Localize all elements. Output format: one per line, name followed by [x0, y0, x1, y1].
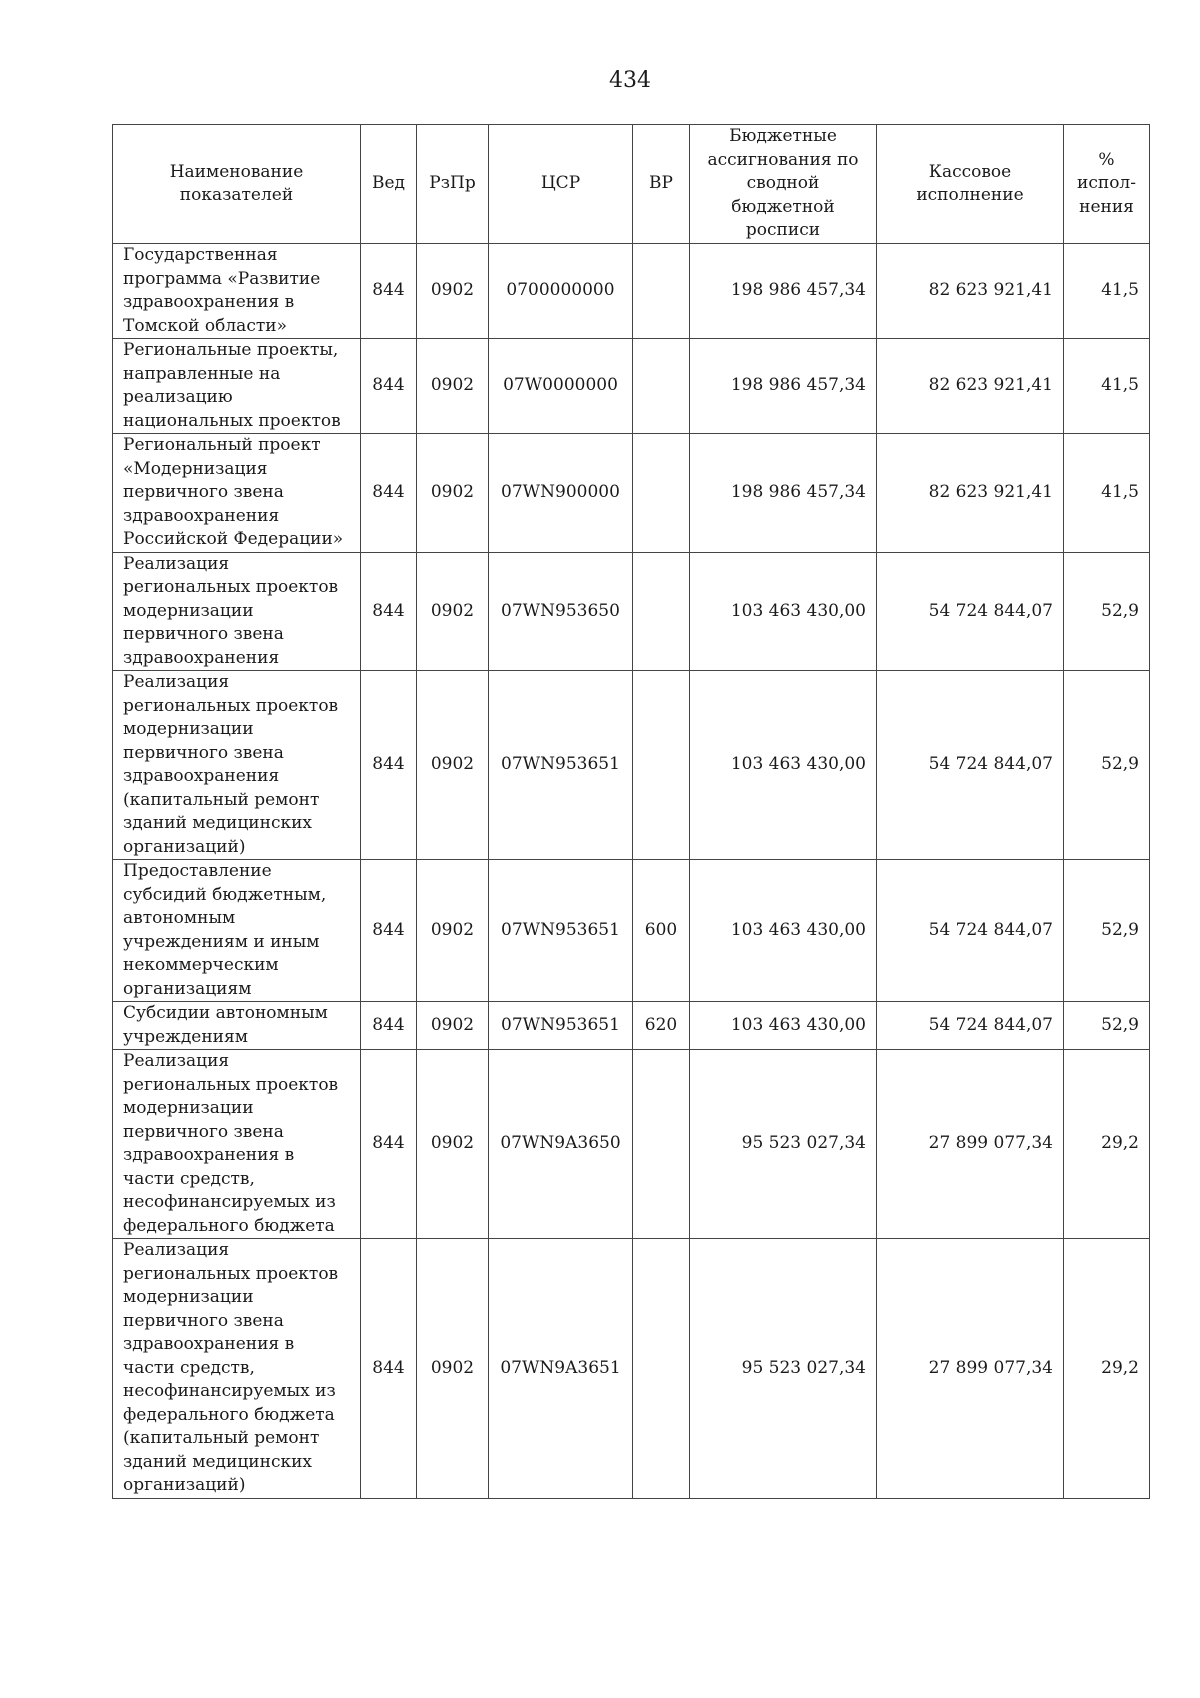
row-vr	[633, 552, 690, 671]
table-row	[113, 552, 1150, 671]
row-assignments: 95 523 027,34	[690, 1239, 877, 1499]
row-cash-execution: 82 623 921,41	[877, 434, 1064, 553]
row-csr: 07WN900000	[489, 434, 633, 553]
row-assignments: 198 986 457,34	[690, 339, 877, 434]
row-percent: 52,9	[1064, 1002, 1150, 1050]
row-name: Субсидии автономным учреждениям	[113, 1002, 361, 1050]
row-rzpr: 0902	[417, 1239, 489, 1499]
row-cash-execution: 27 899 077,34	[877, 1050, 1064, 1239]
row-vr	[633, 1239, 690, 1499]
row-assignments: 103 463 430,00	[690, 860, 877, 1002]
header-percent-execution: % испол-нения	[1064, 125, 1150, 244]
row-percent: 41,5	[1064, 244, 1150, 339]
row-assignments: 103 463 430,00	[690, 552, 877, 671]
row-name: Региональные проекты, направленные на реализацию национальных проектов	[113, 339, 361, 434]
row-assignments: 103 463 430,00	[690, 671, 877, 860]
row-csr: 07WN953650	[489, 552, 633, 671]
table-header-row	[113, 125, 1150, 244]
table-row	[113, 339, 1150, 434]
row-csr: 07WN9A3651	[489, 1239, 633, 1499]
row-percent: 52,9	[1064, 860, 1150, 1002]
row-ved: 844	[361, 339, 417, 434]
table-row	[113, 244, 1150, 339]
row-cash-execution: 54 724 844,07	[877, 1002, 1064, 1050]
row-csr: 0700000000	[489, 244, 633, 339]
header-cash-execution: Кассовое исполнение	[877, 125, 1064, 244]
row-vr	[633, 671, 690, 860]
budget-execution-table	[112, 124, 1150, 1499]
row-csr: 07WN9A3650	[489, 1050, 633, 1239]
row-assignments: 198 986 457,34	[690, 244, 877, 339]
row-vr	[633, 434, 690, 553]
row-csr: 07W0000000	[489, 339, 633, 434]
row-name: Предоставление субсидий бюджетным, автономным учреждениям и иным некоммерческим организациям	[113, 860, 361, 1002]
table-row	[113, 1002, 1150, 1050]
row-cash-execution: 54 724 844,07	[877, 860, 1064, 1002]
row-rzpr: 0902	[417, 552, 489, 671]
table-row	[113, 434, 1150, 553]
row-vr	[633, 244, 690, 339]
row-rzpr: 0902	[417, 339, 489, 434]
row-percent: 29,2	[1064, 1239, 1150, 1499]
row-ved: 844	[361, 552, 417, 671]
row-percent: 52,9	[1064, 671, 1150, 860]
row-cash-execution: 54 724 844,07	[877, 552, 1064, 671]
table-row	[113, 1050, 1150, 1239]
row-ved: 844	[361, 434, 417, 553]
row-csr: 07WN953651	[489, 860, 633, 1002]
row-name: Государственная программа «Развитие здравоохранения в Томской области»	[113, 244, 361, 339]
row-name: Реализация региональных проектов модернизации первичного звена здравоохранения (капитальный ремонт зданий медицинских организаций)	[113, 671, 361, 860]
row-vr: 620	[633, 1002, 690, 1050]
row-rzpr: 0902	[417, 244, 489, 339]
header-assignments: Бюджетные ассигнования по сводной бюджетной росписи	[690, 125, 877, 244]
header-vr: ВР	[633, 125, 690, 244]
row-rzpr: 0902	[417, 1002, 489, 1050]
row-rzpr: 0902	[417, 1050, 489, 1239]
row-vr	[633, 1050, 690, 1239]
row-name: Реализация региональных проектов модернизации первичного звена здравоохранения в части средств, несофинансируемых из федерального бюджета	[113, 1050, 361, 1239]
row-ved: 844	[361, 1002, 417, 1050]
row-percent: 41,5	[1064, 339, 1150, 434]
row-ved: 844	[361, 671, 417, 860]
row-name: Региональный проект «Модернизация первичного звена здравоохранения Российской Федерации»	[113, 434, 361, 553]
row-ved: 844	[361, 244, 417, 339]
header-rzpr: РзПр	[417, 125, 489, 244]
row-csr: 07WN953651	[489, 1002, 633, 1050]
row-assignments: 103 463 430,00	[690, 1002, 877, 1050]
row-vr	[633, 339, 690, 434]
row-name: Реализация региональных проектов модернизации первичного звена здравоохранения в части средств, несофинансируемых из федерального бюджета (капитальный ремонт зданий медицинских организаций)	[113, 1239, 361, 1499]
row-assignments: 198 986 457,34	[690, 434, 877, 553]
table-row	[113, 860, 1150, 1002]
header-ved: Вед	[361, 125, 417, 244]
row-ved: 844	[361, 860, 417, 1002]
row-percent: 29,2	[1064, 1050, 1150, 1239]
row-rzpr: 0902	[417, 434, 489, 553]
row-csr: 07WN953651	[489, 671, 633, 860]
row-rzpr: 0902	[417, 860, 489, 1002]
header-name: Наименование показателей	[113, 125, 361, 244]
row-ved: 844	[361, 1239, 417, 1499]
row-cash-execution: 82 623 921,41	[877, 244, 1064, 339]
row-ved: 844	[361, 1050, 417, 1239]
table-row	[113, 671, 1150, 860]
row-vr: 600	[633, 860, 690, 1002]
table-row	[113, 1239, 1150, 1499]
row-percent: 52,9	[1064, 552, 1150, 671]
row-name: Реализация региональных проектов модернизации первичного звена здравоохранения	[113, 552, 361, 671]
row-cash-execution: 82 623 921,41	[877, 339, 1064, 434]
row-cash-execution: 54 724 844,07	[877, 671, 1064, 860]
row-rzpr: 0902	[417, 671, 489, 860]
header-csr: ЦСР	[489, 125, 633, 244]
row-percent: 41,5	[1064, 434, 1150, 553]
row-assignments: 95 523 027,34	[690, 1050, 877, 1239]
page-number: 434	[609, 68, 651, 93]
row-cash-execution: 27 899 077,34	[877, 1239, 1064, 1499]
